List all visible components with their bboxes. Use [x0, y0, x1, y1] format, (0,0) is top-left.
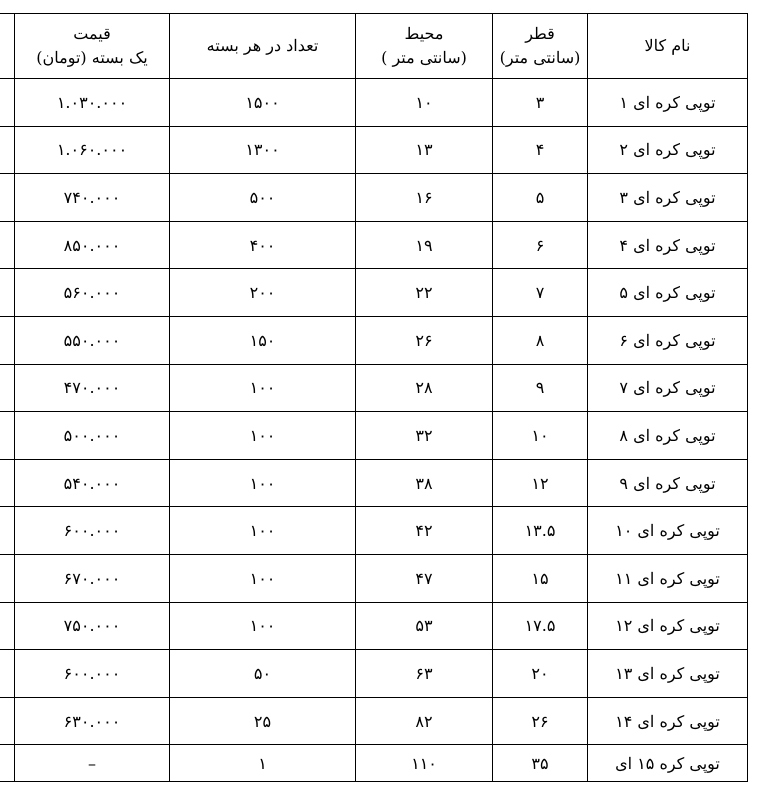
cell-circumference: ۵۳ — [356, 602, 493, 650]
cell-name: توپی کره ای ۸ — [588, 412, 748, 460]
cell-count: ۱۰۰ — [170, 507, 356, 555]
cell-diameter: ۴ — [493, 126, 588, 174]
cell-circumference: ۲۸ — [356, 364, 493, 412]
cell-edge — [0, 697, 15, 745]
cell-diameter: ۳۵ — [493, 745, 588, 782]
cell-diameter: ۱۰ — [493, 412, 588, 460]
table-row — [0, 316, 748, 364]
header-name: نام کالا — [588, 14, 748, 79]
cell-diameter: ۸ — [493, 316, 588, 364]
table-row — [0, 126, 748, 174]
cell-count: ۴۰۰ — [170, 221, 356, 269]
cell-count: ۵۰ — [170, 650, 356, 698]
cell-name: توپی کره ای ۵ — [588, 269, 748, 317]
cell-edge — [0, 745, 15, 782]
cell-diameter: ۲۶ — [493, 697, 588, 745]
cell-name: توپی کره ای ۲ — [588, 126, 748, 174]
cell-name: توپی کره ای ۳ — [588, 174, 748, 222]
table-row — [0, 79, 748, 127]
cell-name: توپی کره ای ۱۲ — [588, 602, 748, 650]
cell-name: توپی کره ای ۷ — [588, 364, 748, 412]
table-row — [0, 174, 748, 222]
cell-circumference: ۳۸ — [356, 459, 493, 507]
cell-count: ۱۵۰ — [170, 316, 356, 364]
cell-count: ۲۰۰ — [170, 269, 356, 317]
table-row — [0, 554, 748, 602]
cell-diameter: ۹ — [493, 364, 588, 412]
header-price: قیمت یک بسته (تومان) — [15, 14, 170, 79]
cell-diameter: ۶ — [493, 221, 588, 269]
cell-price: ۵۶۰.۰۰۰ — [15, 269, 170, 317]
cell-diameter: ۵ — [493, 174, 588, 222]
cell-edge — [0, 79, 15, 127]
cell-circumference: ۱۱۰ — [356, 745, 493, 782]
cell-name: توپی کره ای ۹ — [588, 459, 748, 507]
table-row — [0, 412, 748, 460]
cell-edge — [0, 269, 15, 317]
cell-diameter: ۲۰ — [493, 650, 588, 698]
cell-count: ۱۵۰۰ — [170, 79, 356, 127]
cell-price: ۴۷۰.۰۰۰ — [15, 364, 170, 412]
cell-count: ۱۰۰ — [170, 412, 356, 460]
cell-diameter: ۱۷.۵ — [493, 602, 588, 650]
cell-name: توپی کره ای ۱۳ — [588, 650, 748, 698]
cell-name: توپی کره ای ۱۴ — [588, 697, 748, 745]
cell-circumference: ۳۲ — [356, 412, 493, 460]
table-row — [0, 745, 748, 782]
cell-name: توپی کره ۱۵ ای — [588, 745, 748, 782]
table-row — [0, 459, 748, 507]
table-row — [0, 650, 748, 698]
cell-circumference: ۱۶ — [356, 174, 493, 222]
cell-price: ۷۴۰.۰۰۰ — [15, 174, 170, 222]
cell-name: توپی کره ای ۱۰ — [588, 507, 748, 555]
cell-price: ۶۰۰.۰۰۰ — [15, 650, 170, 698]
cell-circumference: ۶۳ — [356, 650, 493, 698]
cell-name: توپی کره ای ۱۱ — [588, 554, 748, 602]
cell-diameter: ۱۵ — [493, 554, 588, 602]
cell-edge — [0, 221, 15, 269]
cell-count: ۵۰۰ — [170, 174, 356, 222]
header-circumference: محیط (سانتی متر ) — [356, 14, 493, 79]
cell-name: توپی کره ای ۱ — [588, 79, 748, 127]
cell-count: ۱۰۰ — [170, 364, 356, 412]
cell-edge — [0, 126, 15, 174]
header-edge — [0, 14, 15, 79]
cell-edge — [0, 412, 15, 460]
cell-edge — [0, 174, 15, 222]
cell-circumference: ۸۲ — [356, 697, 493, 745]
cell-count: ۱۳۰۰ — [170, 126, 356, 174]
cell-count: ۱۰۰ — [170, 459, 356, 507]
cell-name: توپی کره ای ۶ — [588, 316, 748, 364]
cell-circumference: ۱۰ — [356, 79, 493, 127]
cell-edge — [0, 364, 15, 412]
cell-name: توپی کره ای ۴ — [588, 221, 748, 269]
cell-diameter: ۷ — [493, 269, 588, 317]
cell-circumference: ۱۹ — [356, 221, 493, 269]
cell-edge — [0, 650, 15, 698]
cell-circumference: ۲۶ — [356, 316, 493, 364]
cell-circumference: ۴۲ — [356, 507, 493, 555]
cell-diameter: ۳ — [493, 79, 588, 127]
table-row — [0, 507, 748, 555]
cell-price: ۷۵۰.۰۰۰ — [15, 602, 170, 650]
cell-price: ۱.۰۶۰.۰۰۰ — [15, 126, 170, 174]
cell-price: – — [15, 745, 170, 782]
cell-count: ۱۰۰ — [170, 554, 356, 602]
cell-price: ۵۴۰.۰۰۰ — [15, 459, 170, 507]
cell-count: ۱۰۰ — [170, 602, 356, 650]
cell-price: ۵۰۰.۰۰۰ — [15, 412, 170, 460]
header-count: تعداد در هر بسته — [170, 14, 356, 79]
cell-price: ۸۵۰.۰۰۰ — [15, 221, 170, 269]
table-row — [0, 697, 748, 745]
table-row — [0, 364, 748, 412]
cell-edge — [0, 554, 15, 602]
table-row — [0, 602, 748, 650]
cell-count: ۲۵ — [170, 697, 356, 745]
table-row — [0, 221, 748, 269]
price-table — [0, 13, 748, 782]
cell-price: ۶۰۰.۰۰۰ — [15, 507, 170, 555]
cell-diameter: ۱۳.۵ — [493, 507, 588, 555]
table-row — [0, 269, 748, 317]
cell-price: ۶۳۰.۰۰۰ — [15, 697, 170, 745]
cell-edge — [0, 316, 15, 364]
header-diameter: قطر (سانتی متر) — [493, 14, 588, 79]
cell-circumference: ۲۲ — [356, 269, 493, 317]
cell-edge — [0, 459, 15, 507]
cell-circumference: ۱۳ — [356, 126, 493, 174]
cell-price: ۶۷۰.۰۰۰ — [15, 554, 170, 602]
cell-circumference: ۴۷ — [356, 554, 493, 602]
cell-diameter: ۱۲ — [493, 459, 588, 507]
cell-edge — [0, 602, 15, 650]
cell-price: ۱.۰۳۰.۰۰۰ — [15, 79, 170, 127]
cell-edge — [0, 507, 15, 555]
cell-price: ۵۵۰.۰۰۰ — [15, 316, 170, 364]
table-header-row — [0, 14, 748, 79]
cell-count: ۱ — [170, 745, 356, 782]
